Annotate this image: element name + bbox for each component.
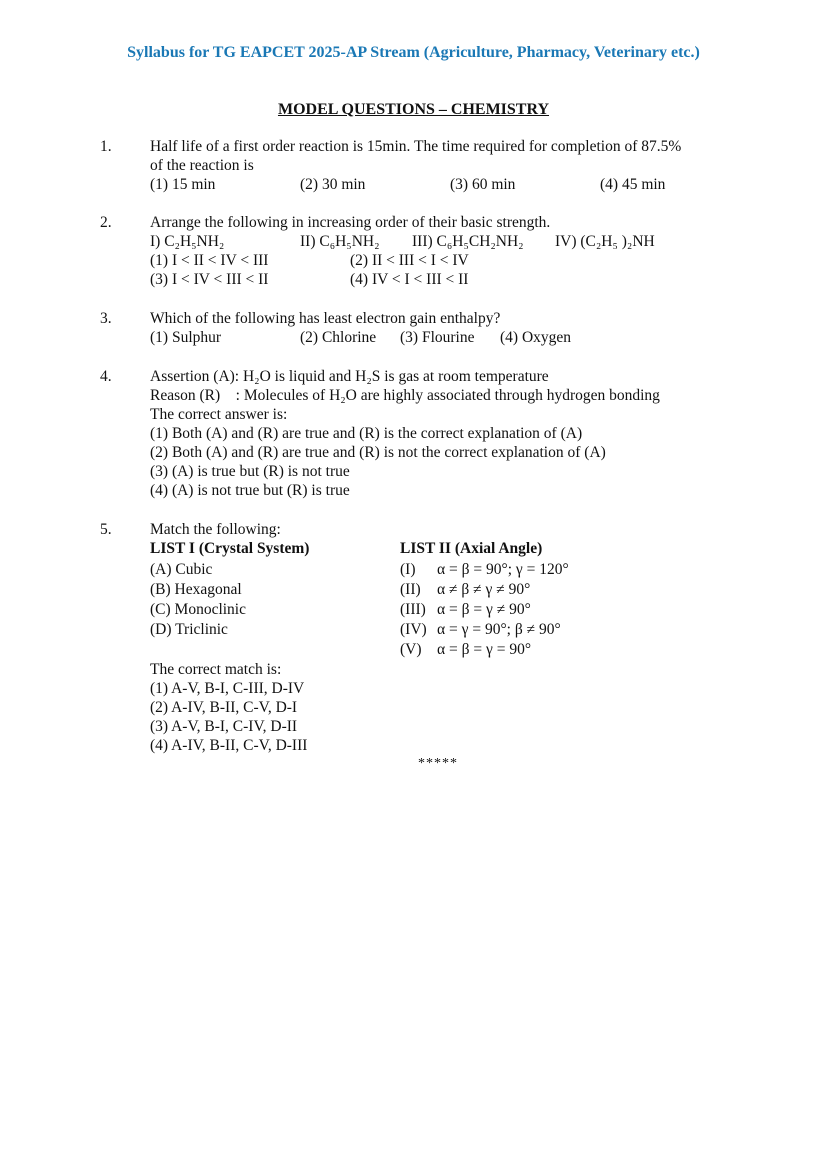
options-row <box>150 251 750 270</box>
list-2-label: (II) <box>400 581 421 598</box>
option-2: (2) A-IV, B-II, C-V, D-I <box>150 699 298 716</box>
option-1: (1) A-V, B-I, C-III, D-IV <box>150 680 305 697</box>
compound-4: IV) (C₂H₅ )₂NH <box>555 233 655 250</box>
option-3: (3) Flourine <box>400 329 475 346</box>
compound-2: II) C₆H₅NH₂ <box>300 233 380 250</box>
option-3: (3) 60 min <box>450 176 516 193</box>
option-1: (1) 15 min <box>150 176 216 193</box>
option-2: (2) II < III < I < IV <box>350 252 469 269</box>
list-2-value: α = γ = 90°; β ≠ 90° <box>437 621 561 638</box>
match-row <box>150 560 750 580</box>
compound-1: I) C₂H₅NH₂ <box>150 233 225 250</box>
question-number: 3. <box>100 310 112 327</box>
option-1: (1) Both (A) and (R) are true and (R) is the correct explanation of (A) <box>150 425 583 442</box>
question-number: 5. <box>100 521 112 538</box>
list-1-item: (B) Hexagonal <box>150 581 242 598</box>
list-2-label: (III) <box>400 601 426 618</box>
list-2-value: α = β = γ ≠ 90° <box>437 601 531 618</box>
option-4: (4) Oxygen <box>500 329 572 346</box>
list-1-heading: LIST I (Crystal System) <box>150 540 310 557</box>
reason-text: Reason (R) : Molecules of H₂O are highly associated through hydrogen bonding <box>150 387 660 404</box>
syllabus-header: Syllabus for TG EAPCET 2025-AP Stream (Agriculture, Pharmacy, Veterinary etc.) <box>127 44 700 61</box>
assertion-text: Assertion (A): H₂O is liquid and H₂S is gas at room temperature <box>150 368 549 385</box>
page-title: MODEL QUESTIONS – CHEMISTRY <box>277 101 550 118</box>
option-3: (3) I < IV < III < II <box>150 271 269 288</box>
question-text: The correct answer is: <box>150 406 288 423</box>
answer-intro: The correct match is: <box>150 661 282 678</box>
option-2: (2) 30 min <box>300 176 366 193</box>
list-2-label: (V) <box>400 641 422 658</box>
list-1-item: (C) Monoclinic <box>150 601 246 618</box>
question-text: Which of the following has least electron gain enthalpy? <box>150 310 501 327</box>
options-row <box>150 328 750 347</box>
option-3: (3) A-V, B-I, C-IV, D-II <box>150 718 298 735</box>
match-row <box>150 640 750 660</box>
list-2-label: (IV) <box>400 621 427 638</box>
question-number: 1. <box>100 138 112 155</box>
option-1: (1) Sulphur <box>150 329 222 346</box>
compounds-row <box>150 232 750 251</box>
question-number: 2. <box>100 214 112 231</box>
match-row <box>150 620 750 640</box>
question-text: Arrange the following in increasing order of their basic strength. <box>150 214 551 231</box>
options-row <box>150 270 750 289</box>
list-headers <box>150 539 750 560</box>
option-2: (2) Both (A) and (R) are true and (R) is not the correct explanation of (A) <box>150 444 606 461</box>
end-marker: ***** <box>418 756 458 771</box>
list-1-item: (A) Cubic <box>150 561 213 578</box>
list-1-item: (D) Triclinic <box>150 621 228 638</box>
match-row <box>150 580 750 600</box>
list-2-heading: LIST II (Axial Angle) <box>400 540 543 557</box>
question-number: 4. <box>100 368 112 385</box>
option-4: (4) A-IV, B-II, C-V, D-III <box>150 737 308 754</box>
compound-3: III) C₆H₅CH₂NH₂ <box>412 233 524 250</box>
option-4: (4) (A) is not true but (R) is true <box>150 482 350 499</box>
option-4: (4) IV < I < III < II <box>350 271 469 288</box>
question-text: Match the following: <box>150 521 281 538</box>
question-text: of the reaction is <box>150 157 254 174</box>
options-row <box>150 175 750 194</box>
option-1: (1) I < II < IV < III <box>150 252 269 269</box>
list-2-label: (I) <box>400 561 416 578</box>
option-2: (2) Chlorine <box>300 329 377 346</box>
match-row <box>150 600 750 620</box>
list-2-value: α = β = γ = 90° <box>437 641 532 658</box>
list-2-value: α = β = 90°; γ = 120° <box>437 561 569 578</box>
list-2-value: α ≠ β ≠ γ ≠ 90° <box>437 581 531 598</box>
option-4: (4) 45 min <box>600 176 666 193</box>
question-text: Half life of a first order reaction is 15min. The time required for completion of 87.5% <box>150 138 682 155</box>
option-3: (3) (A) is true but (R) is not true <box>150 463 350 480</box>
